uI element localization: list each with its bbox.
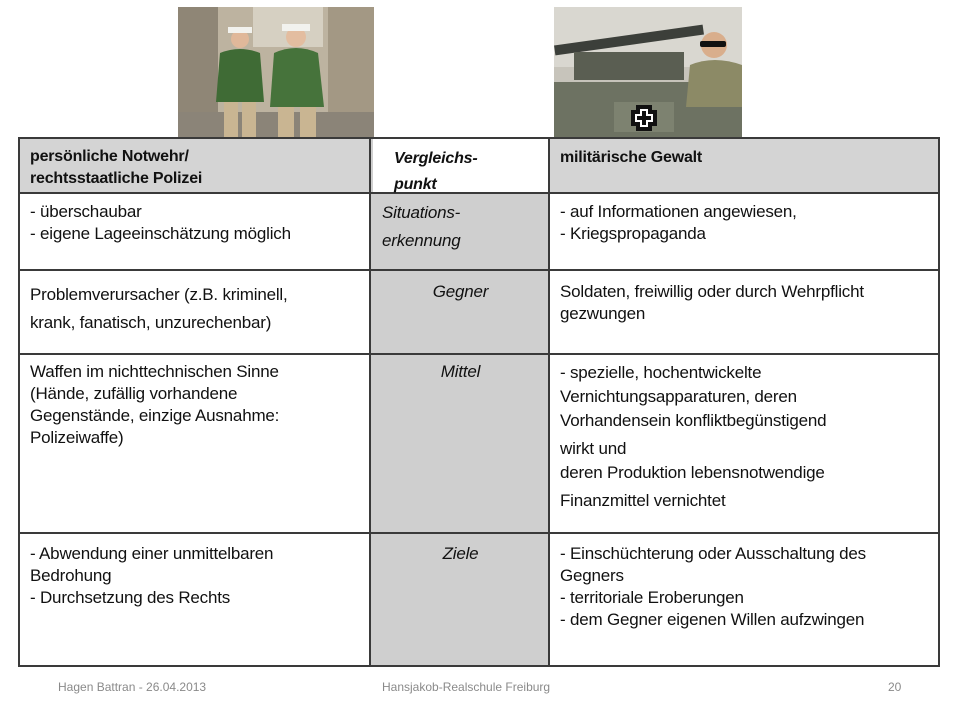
police-photo-illustration: [178, 7, 374, 137]
header-left-line: rechtsstaatliche Polizei: [30, 170, 203, 187]
header-left-line: persönliche Notwehr/: [30, 148, 189, 165]
footer-author: Hagen Battran - 26.04.2013: [58, 680, 207, 694]
column-divider: [369, 139, 371, 665]
column-divider: [548, 139, 550, 665]
row4-right: - Einschüchterung oder Ausschaltung des Gegners - territoriale Eroberungen - dem Gegner eigenen Willen aufzwingen: [560, 544, 866, 629]
row4-left: - Abwendung einer unmittelbaren Bedrohung - Durchsetzung des Rechts: [30, 544, 274, 607]
header-middle-line: punkt: [394, 176, 437, 193]
row4-middle: Ziele: [442, 544, 479, 563]
row3-right: - spezielle, hochentwickelte Vernichtungsapparaturen, deren Vorhandensein konfliktbegünstigend wirkt und deren Produktion lebensnotwendige Finanzmittel vernichtet: [560, 363, 827, 510]
row1-right: - auf Informationen angewiesen, - Kriegspropaganda: [560, 202, 797, 243]
row2-right: Soldaten, freiwillig oder durch Wehrpflicht gezwungen: [560, 282, 864, 323]
row1-left: - überschaubar - eigene Lageeinschätzung möglich: [30, 202, 291, 243]
row-divider: [20, 192, 938, 194]
row-divider: [20, 353, 938, 355]
row1-middle: Situations- erkennung: [382, 203, 461, 250]
header-right: militärische Gewalt: [560, 149, 703, 166]
row2-left: Problemverursacher (z.B. kriminell, krank, fanatisch, unzurechenbar): [30, 285, 288, 332]
military-photo-illustration: [554, 7, 742, 137]
military-photo: [554, 7, 742, 137]
row-divider: [20, 269, 938, 271]
police-photo: [178, 7, 374, 137]
header-middle-line: Vergleichs-: [394, 150, 478, 167]
comparison-table: [18, 137, 940, 667]
footer-school: Hansjakob-Realschule Freiburg: [382, 680, 551, 694]
row2-middle: Gegner: [432, 282, 489, 301]
header-left: [30, 146, 202, 190]
row3-middle: Mittel: [440, 362, 481, 381]
row3-left: Waffen im nichttechnischen Sinne (Hände, zufällig vorhandene Gegenstände, einzige Ausnahme: Polizeiwaffe): [30, 362, 280, 447]
footer-page-number: 20: [888, 680, 902, 694]
header-middle: [394, 146, 477, 198]
row-divider: [20, 532, 938, 534]
